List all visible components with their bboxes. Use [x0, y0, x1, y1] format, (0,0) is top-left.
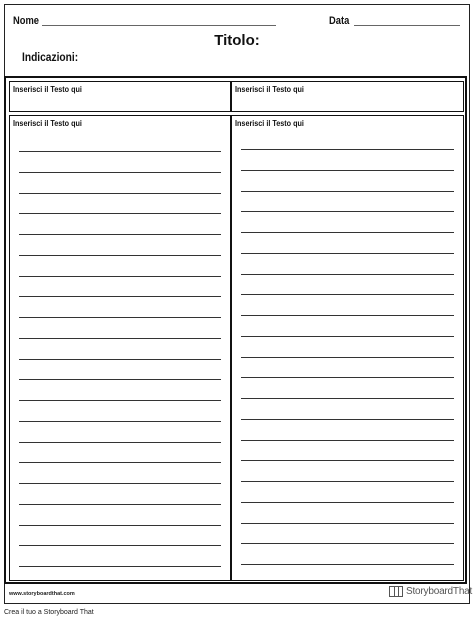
column-2-writing-line[interactable]	[241, 149, 454, 150]
column-2-writing-line[interactable]	[241, 398, 454, 399]
directions-label[interactable]: Indicazioni:	[22, 50, 79, 64]
column-1-body[interactable]	[9, 115, 231, 581]
column-1-writing-line[interactable]	[19, 338, 221, 339]
column-1-writing-line[interactable]	[19, 296, 221, 297]
column-2-writing-line[interactable]	[241, 564, 454, 565]
column-2-body-text: Inserisci il Testo qui	[235, 118, 304, 128]
column-1-writing-line[interactable]	[19, 525, 221, 526]
column-1-heading-text: Inserisci il Testo qui	[13, 84, 82, 94]
column-2-writing-line[interactable]	[241, 377, 454, 378]
column-1-writing-line[interactable]	[19, 545, 221, 546]
column-1-writing-line[interactable]	[19, 421, 221, 422]
column-1-writing-line[interactable]	[19, 566, 221, 567]
column-2-writing-line[interactable]	[241, 543, 454, 544]
column-1-writing-line[interactable]	[19, 193, 221, 194]
column-1-writing-line[interactable]	[19, 234, 221, 235]
column-2-writing-line[interactable]	[241, 440, 454, 441]
two-column-organizer	[4, 76, 467, 584]
column-2-writing-line[interactable]	[241, 481, 454, 482]
column-2-writing-line[interactable]	[241, 274, 454, 275]
storyboard-icon	[389, 586, 403, 597]
brand-name: StoryboardThat	[406, 586, 473, 597]
column-1-writing-line[interactable]	[19, 317, 221, 318]
column-1-writing-line[interactable]	[19, 213, 221, 214]
column-1-writing-line[interactable]	[19, 172, 221, 173]
column-2-body[interactable]	[231, 115, 464, 581]
column-2-writing-line[interactable]	[241, 336, 454, 337]
column-2-writing-line[interactable]	[241, 523, 454, 524]
column-2-writing-line[interactable]	[241, 419, 454, 420]
worksheet-title[interactable]: Titolo:	[214, 32, 260, 49]
column-2-heading[interactable]	[231, 81, 464, 112]
column-1-writing-line[interactable]	[19, 400, 221, 401]
column-2-writing-line[interactable]	[241, 253, 454, 254]
column-1-writing-line[interactable]	[19, 504, 221, 505]
column-1-heading[interactable]	[9, 81, 231, 112]
brand-logo	[389, 586, 472, 597]
column-1-writing-line[interactable]	[19, 255, 221, 256]
column-2-writing-line[interactable]	[241, 232, 454, 233]
column-2-writing-line[interactable]	[241, 191, 454, 192]
column-2-heading-text: Inserisci il Testo qui	[235, 84, 304, 94]
column-2-writing-line[interactable]	[241, 315, 454, 316]
column-1-writing-line[interactable]	[19, 442, 221, 443]
column-2-writing-line[interactable]	[241, 170, 454, 171]
name-field[interactable]	[42, 25, 276, 26]
column-1-writing-line[interactable]	[19, 483, 221, 484]
name-label: Nome	[13, 15, 39, 27]
column-2-writing-line[interactable]	[241, 460, 454, 461]
column-2-writing-line[interactable]	[241, 211, 454, 212]
date-field[interactable]	[354, 25, 460, 26]
column-1-body-text: Inserisci il Testo qui	[13, 118, 82, 128]
column-2-writing-line[interactable]	[241, 294, 454, 295]
column-2-writing-line[interactable]	[241, 502, 454, 503]
date-label: Data	[329, 15, 350, 27]
column-1-writing-line[interactable]	[19, 359, 221, 360]
footer-url: www.storyboardthat.com	[9, 591, 75, 597]
column-1-writing-line[interactable]	[19, 276, 221, 277]
column-1-writing-line[interactable]	[19, 379, 221, 380]
column-1-writing-line[interactable]	[19, 151, 221, 152]
caption: Crea il tuo a Storyboard That	[4, 609, 94, 616]
column-2-writing-line[interactable]	[241, 357, 454, 358]
column-1-writing-line[interactable]	[19, 462, 221, 463]
